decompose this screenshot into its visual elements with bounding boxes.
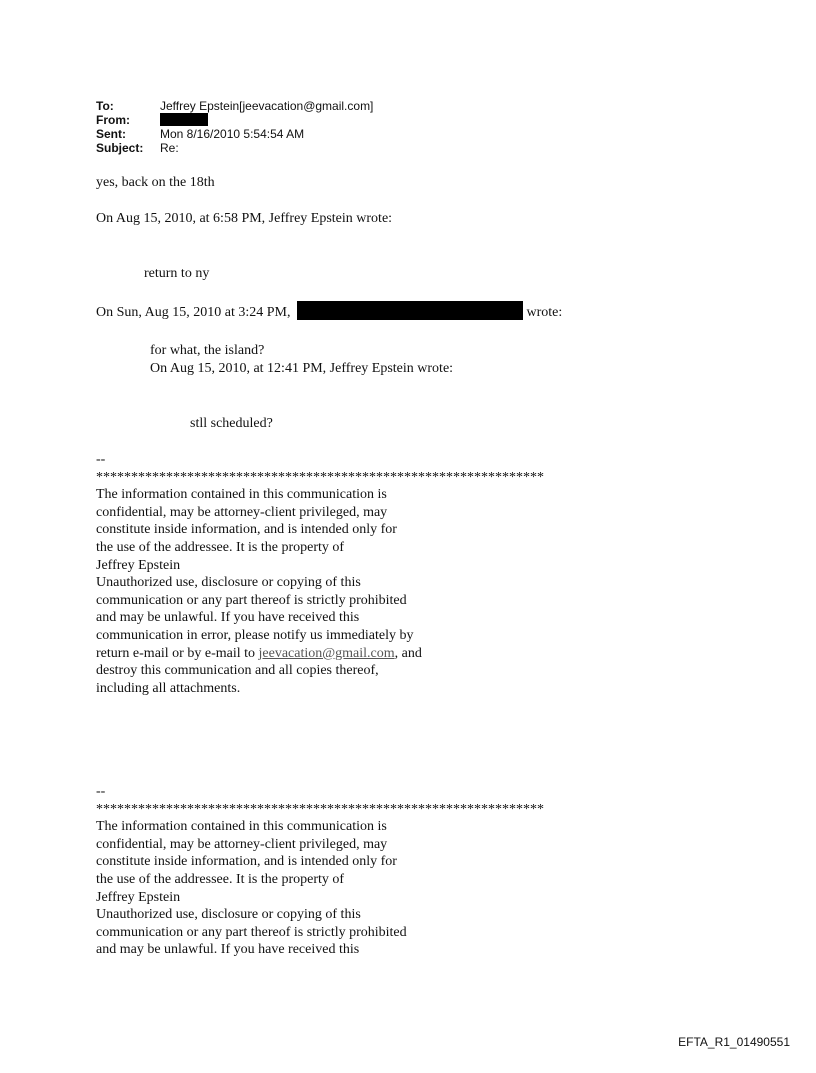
- quote2-header-prefix: On Sun, Aug 15, 2010 at 3:24 PM,: [96, 305, 291, 320]
- to-row: [96, 99, 373, 113]
- email-suffix: , and: [394, 645, 422, 661]
- quote1-header: On Aug 15, 2010, at 6:58 PM, Jeffrey Epstein wrote:: [96, 211, 393, 226]
- disclaimer-line: constitute inside information, and is intended only for: [96, 854, 397, 870]
- quote1-text: return to ny: [144, 266, 210, 281]
- subject-value: Re:: [160, 141, 179, 155]
- disclaimer-line: the use of the addressee. It is the property of: [96, 539, 345, 555]
- disclaimer-email-line: [96, 645, 544, 663]
- disclaimer-line: destroy this communication and all copies thereof,: [96, 663, 379, 679]
- sent-row: [96, 127, 373, 141]
- disclaimer-line: confidential, may be attorney-client privileged, may: [96, 836, 388, 852]
- redaction-box: [297, 301, 523, 320]
- from-label: From:: [96, 113, 130, 127]
- disclaimer-line: and may be unlawful. If you have received this: [96, 942, 360, 958]
- disclaimer-2: [96, 783, 544, 959]
- disclaimer-line: including all attachments.: [96, 680, 241, 696]
- disclaimer-line: confidential, may be attorney-client privileged, may: [96, 504, 388, 520]
- quote2-header-suffix: wrote:: [526, 305, 563, 320]
- separator-dashes: --: [96, 784, 106, 799]
- from-row: [96, 113, 373, 127]
- reply-text: yes, back on the 18th: [96, 175, 215, 190]
- disclaimer-line: The information contained in this communication is: [96, 487, 387, 503]
- quote3-header: On Aug 15, 2010, at 12:41 PM, Jeffrey Epstein wrote:: [150, 361, 454, 376]
- to-label: To:: [96, 99, 114, 113]
- disclaimer-line: Unauthorized use, disclosure or copying of this: [96, 907, 361, 923]
- email-prefix: return e-mail or by e-mail to: [96, 645, 259, 661]
- to-value: Jeffrey Epstein[jeevacation@gmail.com]: [160, 99, 374, 113]
- separator-stars: ****************************************************************: [96, 469, 544, 485]
- subject-label: Subject:: [96, 141, 144, 155]
- disclaimer-line: The information contained in this communication is: [96, 819, 387, 835]
- disclaimer-line: the use of the addressee. It is the property of: [96, 871, 345, 887]
- quote2-header: [96, 301, 562, 321]
- redaction-box: [160, 113, 208, 126]
- subject-row: [96, 141, 373, 155]
- disclaimer-line: communication in error, please notify us immediately by: [96, 627, 414, 643]
- sent-label: Sent:: [96, 127, 126, 141]
- disclaimer-line: constitute inside information, and is intended only for: [96, 522, 397, 538]
- disclaimer-1: [96, 451, 544, 697]
- disclaimer-line: Jeffrey Epstein: [96, 557, 181, 573]
- quote3-text: stll scheduled?: [190, 416, 273, 431]
- disclaimer-line: communication or any part thereof is strictly prohibited: [96, 592, 407, 608]
- disclaimer-line: and may be unlawful. If you have received this: [96, 610, 360, 626]
- email-link[interactable]: jeevacation@gmail.com: [258, 645, 395, 661]
- quote2-text: for what, the island?: [150, 343, 265, 358]
- separator-dashes: --: [96, 452, 106, 467]
- disclaimer-line: communication or any part thereof is strictly prohibited: [96, 924, 407, 940]
- disclaimer-line: Unauthorized use, disclosure or copying of this: [96, 575, 361, 591]
- separator-stars: ****************************************************************: [96, 801, 544, 817]
- email-header: [96, 99, 373, 155]
- sent-value: Mon 8/16/2010 5:54:54 AM: [160, 127, 305, 141]
- document-id: EFTA_R1_01490551: [678, 1035, 790, 1049]
- disclaimer-line: Jeffrey Epstein: [96, 889, 181, 905]
